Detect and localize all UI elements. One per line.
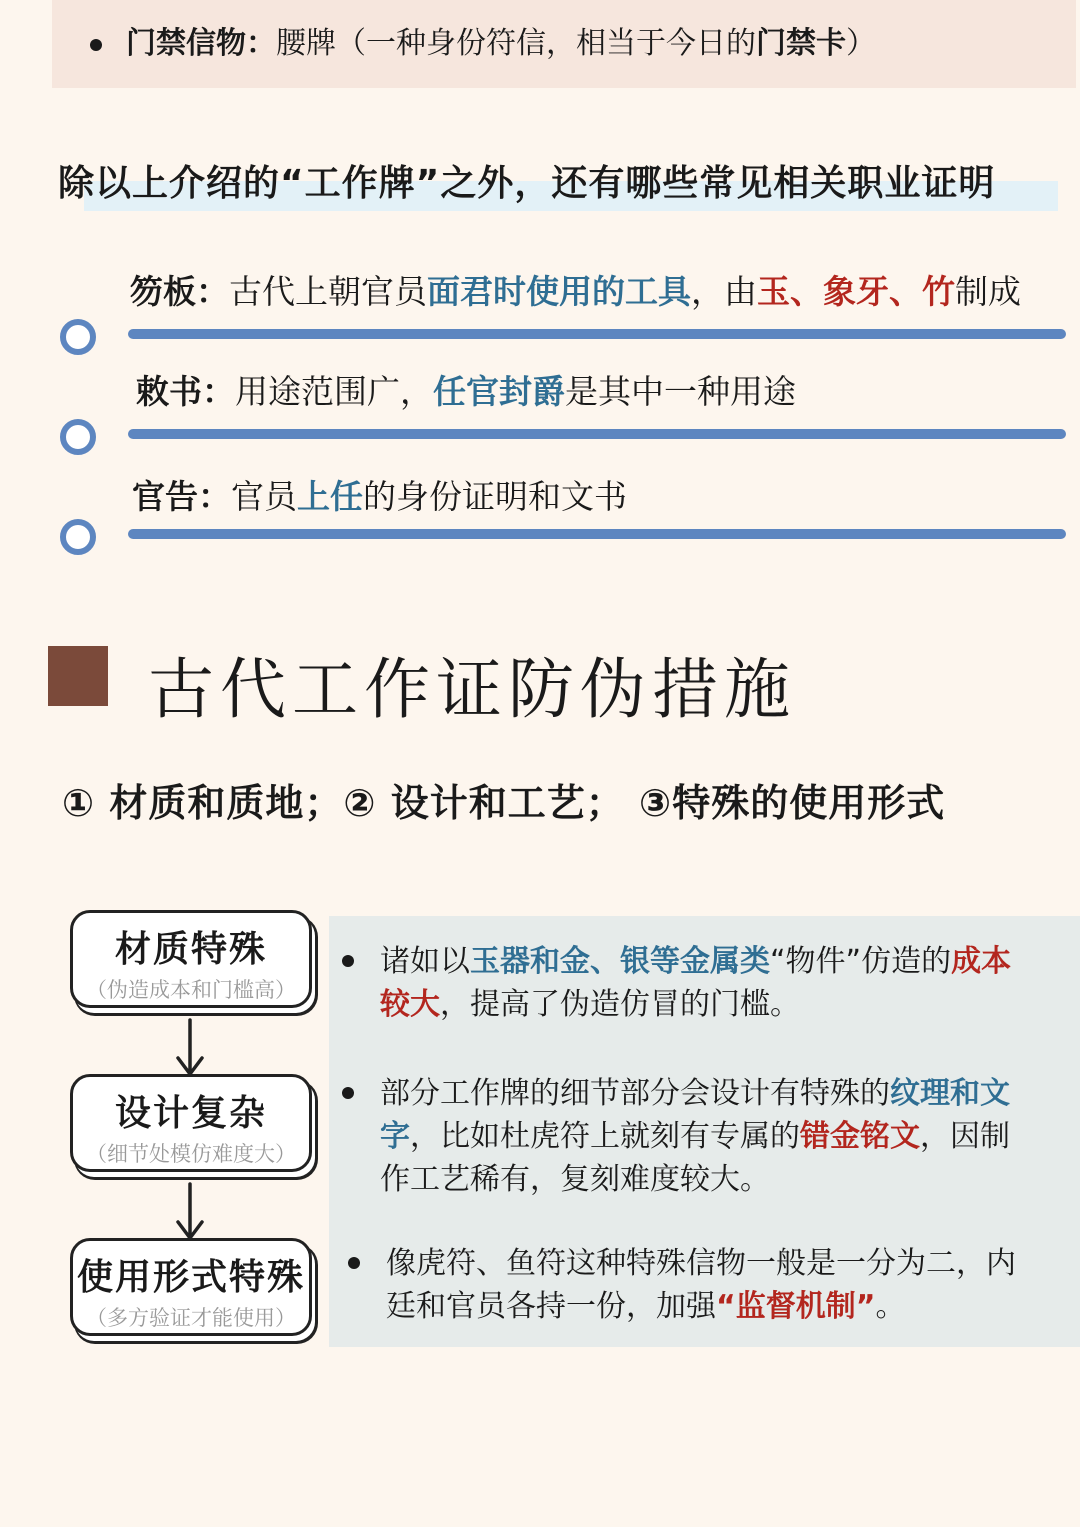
flow-title: 材质特殊 <box>114 929 267 970</box>
section-title: 古代工作证防伪措施 <box>148 651 796 728</box>
timeline-text-c: 制成 <box>955 272 1021 311</box>
point-line <box>386 1285 1016 1328</box>
point-text-red: 错金铭文 <box>800 1119 920 1154</box>
point-text-a: 诸如以 <box>380 944 470 979</box>
flow-box-usage <box>70 1238 312 1336</box>
down-arrow-icon <box>170 1018 210 1078</box>
point-item-material <box>342 940 1072 1030</box>
point-line <box>380 1072 1010 1115</box>
point-text-b: ，提高了伪造仿冒的门槛。 <box>440 987 800 1022</box>
timeline-text-blue: 上任 <box>297 477 363 516</box>
top-note-text: 腰牌（一种身份符信，相当于今日的 <box>276 26 756 61</box>
point-text-red: “监督机制” <box>716 1289 876 1324</box>
timeline-label: 敕书： <box>136 372 235 411</box>
timeline-text-blue: 任官封爵 <box>433 372 565 411</box>
section-subtitle: ① 材质和质地；② 设计和工艺； ③特殊的使用形式 <box>62 781 946 825</box>
top-note-label: 门禁信物： <box>126 26 276 61</box>
flow-title: 使用形式特殊 <box>76 1257 305 1298</box>
timeline-text-b: 的身份证明和文书 <box>363 477 627 516</box>
flow-box-material <box>70 910 312 1008</box>
point-line: 作工艺稀有，复刻难度较大。 <box>380 1162 770 1197</box>
timeline-text-b: ，由 <box>691 272 757 311</box>
timeline-text <box>130 266 1021 313</box>
timeline-label: 官告： <box>132 477 231 516</box>
point-text-red: 成本 <box>951 944 1012 979</box>
point-line: 像虎符、鱼符这种特殊信物一般是一分为二，内 <box>386 1246 1016 1281</box>
timeline-bar <box>128 529 1066 539</box>
point-text-b: 。 <box>875 1289 906 1324</box>
point-item-design <box>342 1072 1072 1202</box>
down-arrow-icon <box>170 1182 210 1242</box>
timeline-item-hu <box>60 266 1070 366</box>
timeline-circle-icon <box>60 419 96 455</box>
top-note-item <box>90 18 876 62</box>
timeline-label: 笏板： <box>130 272 229 311</box>
timeline-item-guangao <box>60 471 1070 571</box>
point-text <box>380 940 1011 1026</box>
point-text-b: ，因制 <box>920 1119 1010 1154</box>
flow-subtitle: （细节处模仿难度大） <box>86 1142 296 1166</box>
bullet-icon <box>342 955 354 967</box>
timeline-text-a: 官员 <box>231 477 297 516</box>
top-note-end: ） <box>846 26 876 61</box>
point-text-blue: 纹理和文 <box>890 1076 1010 1111</box>
flow-subtitle: （多方验证才能使用） <box>86 1306 296 1330</box>
flow-box-design <box>70 1074 312 1172</box>
point-text-blue: 玉器和金、银等金属类 <box>470 944 770 979</box>
point-item-usage <box>348 1242 1058 1332</box>
timeline-text-blue: 面君时使用的工具 <box>427 272 691 311</box>
timeline-bar <box>128 329 1066 339</box>
flow-title: 设计复杂 <box>114 1093 267 1134</box>
timeline-text-b: 是其中一种用途 <box>565 372 796 411</box>
point-text <box>386 1242 1016 1328</box>
section-marker-icon <box>48 646 108 706</box>
top-note-highlight: 门禁卡 <box>756 26 846 61</box>
point-text-blue: 字 <box>380 1119 410 1154</box>
point-text-red: 较大 <box>380 987 440 1022</box>
timeline-circle-icon <box>60 519 96 555</box>
point-text-a: ，比如杜虎符上就刻有专属的 <box>410 1119 800 1154</box>
timeline-item-chishu <box>60 366 1070 466</box>
bullet-icon <box>342 1087 354 1099</box>
timeline-text <box>132 471 627 518</box>
timeline-text-a: 古代上朝官员 <box>229 272 427 311</box>
point-text-b: “物件”仿造的 <box>770 944 952 979</box>
point-line <box>380 940 1011 983</box>
point-line <box>380 983 1011 1026</box>
point-line <box>380 1115 1010 1158</box>
timeline-text-a: 用途范围广， <box>235 372 433 411</box>
point-text-a: 廷和官员各持一份，加强 <box>386 1289 716 1324</box>
heading-block <box>58 155 1058 215</box>
bullet-icon <box>90 39 102 51</box>
point-text <box>380 1072 1010 1201</box>
point-text-a: 部分工作牌的细节部分会设计有特殊的 <box>380 1076 890 1111</box>
flow-subtitle: （伪造成本和门槛高） <box>86 978 296 1002</box>
bullet-icon <box>348 1257 360 1269</box>
heading: 除以上介绍的“工作牌”之外，还有哪些常见相关职业证明 <box>58 163 996 204</box>
timeline-text-red: 玉、象牙、竹 <box>757 272 955 311</box>
timeline-circle-icon <box>60 319 96 355</box>
timeline-text <box>136 366 796 413</box>
timeline-bar <box>128 429 1066 439</box>
